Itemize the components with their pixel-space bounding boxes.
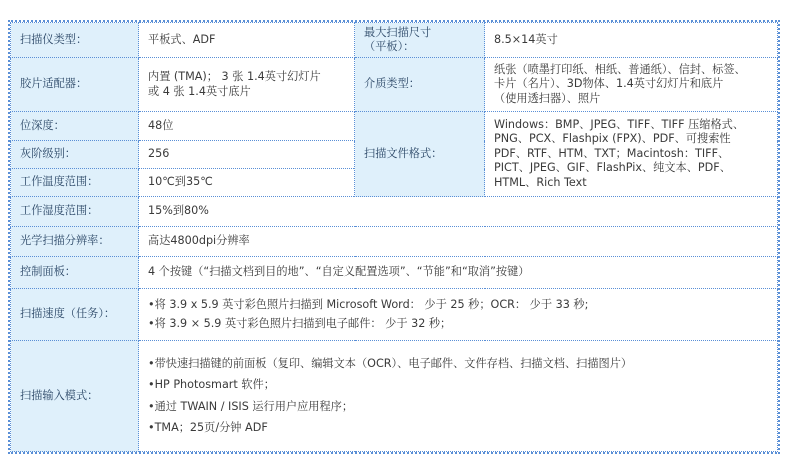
input-modes-label: 扫描输入模式： bbox=[11, 341, 139, 452]
file-formats-value-line5: HTML、Rich Text bbox=[494, 175, 587, 189]
control-panel-value: 4 个按键（“扫描文档到目的地”、“自定义配置选项”、“节能”和“取消”按键） bbox=[139, 257, 778, 289]
optical-res-label: 光学扫描分辨率： bbox=[11, 227, 139, 257]
file-formats-value-line2: PNG、PCX、Flashpix (FPX)、PDF、可搜索性 bbox=[494, 132, 731, 146]
film-adapter-value bbox=[139, 58, 355, 112]
max-size-label bbox=[355, 23, 485, 58]
table-row bbox=[11, 227, 778, 257]
file-formats-value-line1: Windows：BMP、JPEG、TIFF、TIFF 压缩格式、 bbox=[494, 117, 745, 131]
file-formats-value-line3: PDF、RTF、HTM、TXT；Macintosh：TIFF、 bbox=[494, 146, 730, 160]
media-type-value bbox=[485, 58, 778, 112]
input-modes-value-line1: •带快速扫描键的前面板（复印、编辑文本（OCR）、电子邮件、文件存档、扫描文档、扫描图片） bbox=[148, 356, 633, 370]
media-type-label: 介质类型： bbox=[355, 58, 485, 112]
input-modes-value-line4: •TMA；25页/分钟 ADF bbox=[148, 421, 268, 434]
table-row bbox=[11, 257, 778, 289]
bit-depth-label: 位深度： bbox=[11, 112, 139, 141]
film-adapter-value-line2: 或 4 张 1.4英寸底片 bbox=[148, 84, 251, 98]
op-humidity-value: 15%到80% bbox=[139, 197, 778, 227]
scan-speed-value bbox=[139, 289, 778, 341]
table-row bbox=[11, 289, 778, 341]
file-formats-value bbox=[485, 112, 778, 197]
bit-depth-value: 48位 bbox=[139, 112, 355, 141]
spec-table-frame bbox=[8, 20, 780, 454]
op-humidity-label: 工作湿度范围： bbox=[11, 197, 139, 227]
table-row bbox=[11, 112, 778, 141]
table-row bbox=[11, 197, 778, 227]
scanner-type-label: 扫描仪类型： bbox=[11, 23, 139, 58]
file-formats-label: 扫描文件格式： bbox=[355, 112, 485, 197]
media-type-value-line1: 纸张（喷墨打印纸、相纸、普通纸）、信封、标签、 bbox=[494, 62, 746, 76]
table-row bbox=[11, 58, 778, 112]
scan-speed-label: 扫描速度（任务）： bbox=[11, 289, 139, 341]
max-size-label-line1: 最大扫描尺寸 bbox=[364, 25, 432, 39]
gray-levels-value: 256 bbox=[139, 141, 355, 169]
media-type-value-line3: （使用透扫器）、照片 bbox=[494, 91, 601, 105]
media-type-value-line2: 卡片（名片）、3D物体、1.4英寸幻灯片和底片 bbox=[494, 77, 724, 91]
op-temp-value: 10℃到35℃ bbox=[139, 169, 355, 197]
film-adapter-label: 胶片适配器： bbox=[11, 58, 139, 112]
film-adapter-value-line1: 内置 (TMA)； 3 张 1.4英寸幻灯片 bbox=[148, 70, 321, 83]
file-formats-value-line4: PICT、JPEG、GIF、FlashPix、纯文本、PDF、 bbox=[494, 161, 731, 175]
optical-res-value: 高达4800dpi分辨率 bbox=[139, 227, 778, 257]
input-modes-value bbox=[139, 341, 778, 452]
op-temp-label: 工作温度范围： bbox=[11, 169, 139, 197]
max-size-label-line2: （平板）： bbox=[364, 40, 415, 53]
gray-levels-label: 灰阶级别： bbox=[11, 141, 139, 169]
spec-table bbox=[10, 22, 778, 452]
scanner-type-value: 平板式、ADF bbox=[139, 23, 355, 58]
table-row bbox=[11, 23, 778, 58]
input-modes-value-line2: •HP Photosmart 软件； bbox=[148, 378, 275, 391]
scan-speed-value-line1: •将 3.9 x 5.9 英寸彩色照片扫描到 Microsoft Word： 少于 25 秒；OCR： 少于 33 秒; bbox=[148, 297, 589, 311]
input-modes-value-line3: •通过 TWAIN / ISIS 运行用户应用程序； bbox=[148, 399, 354, 413]
max-size-value: 8.5×14英寸 bbox=[485, 23, 778, 58]
scan-speed-value-line2: •将 3.9 × 5.9 英寸彩色照片扫描到电子邮件： 少于 32 秒； bbox=[148, 317, 452, 330]
control-panel-label: 控制面板： bbox=[11, 257, 139, 289]
table-row bbox=[11, 341, 778, 452]
